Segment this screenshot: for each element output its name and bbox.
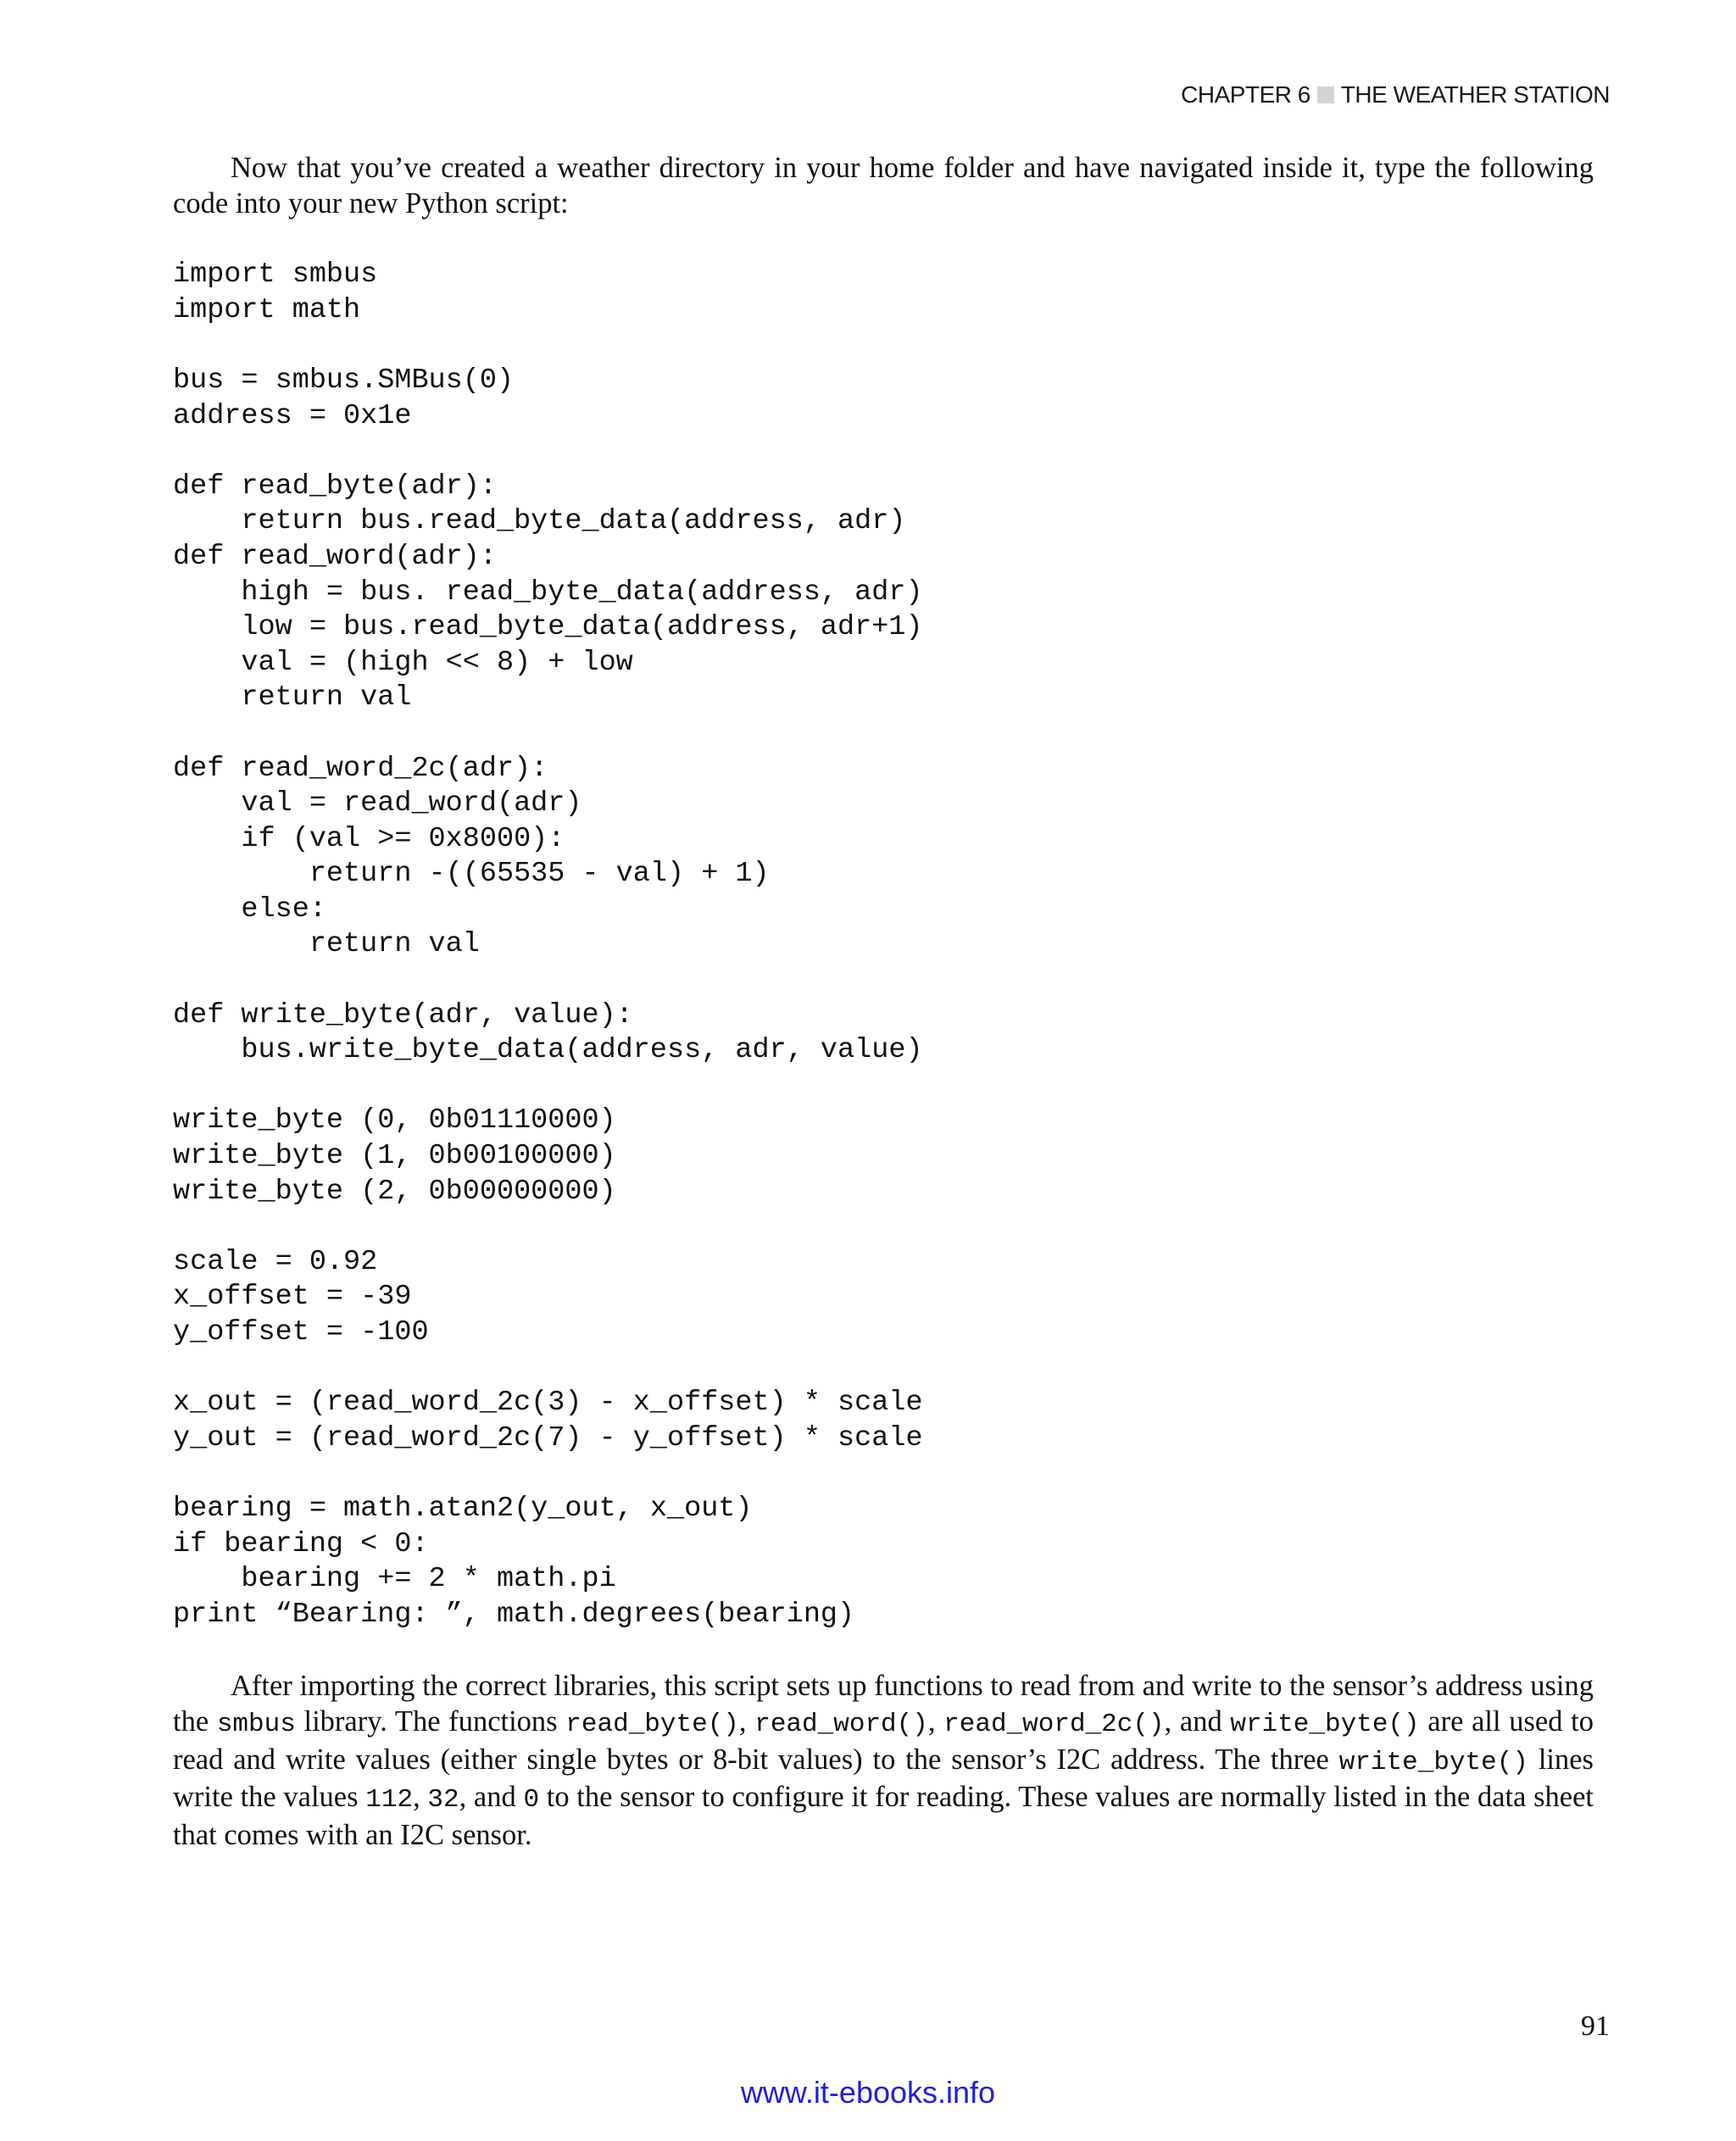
code-line: def read_word_2c(adr): <box>173 752 548 785</box>
text-run: library. The functions <box>295 1704 566 1738</box>
text-run: are all used to read and write values (either single bytes or 8-bit values) to the sensor’s I2C address. The three <box>173 1704 1594 1776</box>
code-line <box>173 963 1594 998</box>
code-line: def read_word(adr): <box>173 540 497 573</box>
code-line: y_offset = -100 <box>173 1316 429 1349</box>
explanation-paragraph <box>173 1669 1594 1853</box>
text-run: , <box>738 1704 755 1738</box>
code-line <box>173 1069 1594 1104</box>
text-run: , and <box>459 1781 524 1814</box>
page-content <box>173 151 1594 1853</box>
footer-link[interactable]: www.it-ebooks.info <box>740 2075 996 2110</box>
code-line: return val <box>173 928 480 961</box>
inline-code: read_word_2c() <box>943 1709 1165 1739</box>
code-line: address = 0x1e <box>173 399 412 432</box>
code-line: def read_byte(adr): <box>173 470 497 503</box>
code-line <box>173 434 1594 470</box>
code-line <box>173 1351 1594 1387</box>
text-run: lines write the values <box>173 1743 1594 1814</box>
code-line: bearing += 2 * math.pi <box>173 1563 616 1596</box>
code-line: high = bus. read_byte_data(address, adr) <box>173 576 923 609</box>
code-line: bearing = math.atan2(y_out, x_out) <box>173 1492 753 1525</box>
code-line <box>173 328 1594 364</box>
code-listing <box>173 258 1594 1632</box>
chapter-title: THE WEATHER STATION <box>1340 81 1610 108</box>
inline-code: write_byte() <box>1230 1709 1420 1739</box>
inline-code: smbus <box>216 1709 296 1739</box>
code-line: low = bus.read_byte_data(address, adr+1) <box>173 611 923 644</box>
code-line: import math <box>173 293 361 326</box>
code-line: return bus.read_byte_data(address, adr) <box>173 505 906 538</box>
chapter-label: CHAPTER 6 <box>1181 81 1310 108</box>
code-line <box>173 1210 1594 1245</box>
inline-code: 32 <box>427 1785 459 1816</box>
code-line: def write_byte(adr, value): <box>173 998 633 1032</box>
code-line: return val <box>173 681 412 715</box>
running-header <box>1181 81 1610 108</box>
code-line: x_out = (read_word_2c(3) - x_offset) * scale <box>173 1387 923 1420</box>
inline-code: read_byte() <box>565 1709 739 1739</box>
code-line: write_byte (2, 0b00000000) <box>173 1175 616 1208</box>
code-line <box>173 716 1594 752</box>
code-line: if bearing < 0: <box>173 1527 429 1560</box>
intro-paragraph: Now that you’ve created a weather directory in your home folder and have navigated inside it, type the following code into your new Python script: <box>173 152 1594 220</box>
code-line: else: <box>173 893 326 926</box>
code-line: return -((65535 - val) + 1) <box>173 858 770 891</box>
text-run: , <box>927 1704 944 1738</box>
code-line: x_offset = -39 <box>173 1281 412 1314</box>
code-line: write_byte (0, 0b01110000) <box>173 1104 616 1137</box>
inline-code: write_byte() <box>1338 1747 1528 1777</box>
text-run: to the sensor to configure it for reading. These values are normally listed in the data sheet that comes with an I2C sensor. <box>173 1781 1594 1851</box>
inline-code: read_word() <box>754 1709 928 1739</box>
text-run: , <box>413 1781 428 1814</box>
text-run: , and <box>1164 1704 1231 1738</box>
code-line: print “Bearing: ”, math.degrees(bearing) <box>173 1598 855 1631</box>
code-line <box>173 1456 1594 1492</box>
code-line: y_out = (read_word_2c(7) - y_offset) * scale <box>173 1421 923 1454</box>
code-line: bus = smbus.SMBus(0) <box>173 364 515 397</box>
page-number: 91 <box>1581 2010 1610 2042</box>
code-line: if (val >= 0x8000): <box>173 822 565 855</box>
header-separator-square <box>1317 86 1334 103</box>
code-line: val = read_word(adr) <box>173 787 582 820</box>
code-line: write_byte (1, 0b00100000) <box>173 1140 616 1173</box>
code-line: val = (high << 8) + low <box>173 646 633 679</box>
text-run: After importing the correct libraries, this script sets up functions to read from and write to the sensor’s address using the <box>173 1670 1594 1738</box>
inline-code: 0 <box>523 1785 540 1816</box>
code-line: scale = 0.92 <box>173 1245 378 1278</box>
code-line: import smbus <box>173 259 378 292</box>
inline-code: 112 <box>365 1785 414 1816</box>
code-line: bus.write_byte_data(address, adr, value) <box>173 1034 923 1067</box>
